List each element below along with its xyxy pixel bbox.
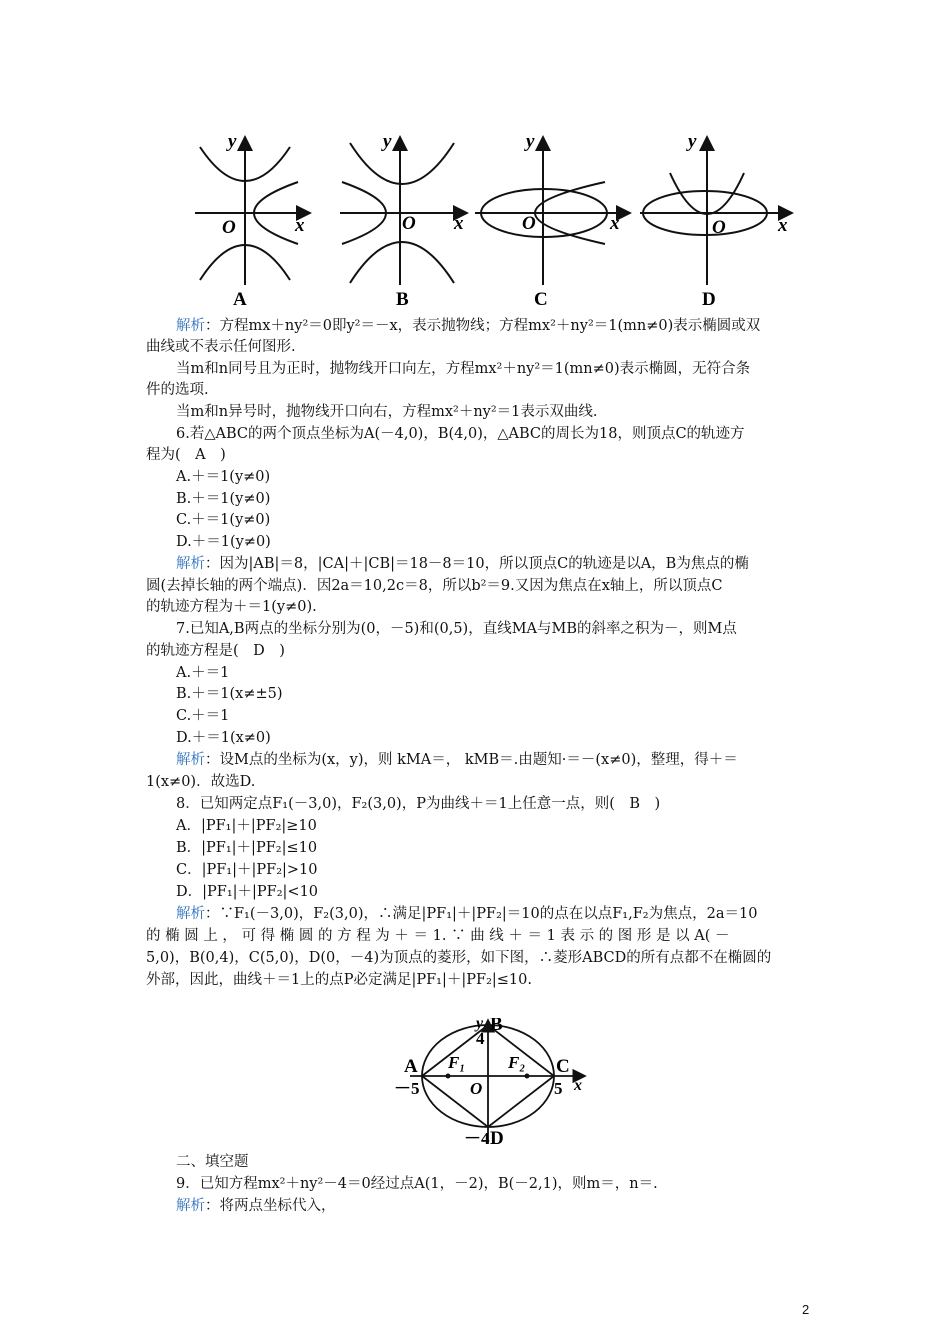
analysis-label: 解析 [176, 318, 205, 334]
fig2-focus-1-point [446, 1074, 451, 1079]
question-6-cont: 程为( A ) [146, 447, 226, 463]
question-9: 9．已知方程mx²＋ny²－4＝0经过点A(1，－2)，B(－2,1)，则m＝，n＝. [176, 1176, 658, 1192]
panel-b-origin-label: O [402, 213, 416, 234]
panel-b [340, 137, 467, 285]
fig2-label-y: y [476, 1018, 484, 1032]
panel-c [475, 137, 630, 285]
panel-a-label: A [233, 289, 247, 310]
question-7-cont: 的轨迹方程是( D ) [146, 643, 285, 659]
panel-a-y-label: y [228, 131, 237, 152]
line-text: ：因为|AB|＝8，|CA|＋|CB|＝18－8＝10，所以顶点C的轨迹是以A，B为焦点的椭 [205, 556, 749, 572]
q9-analysis [176, 1196, 336, 1216]
fig2-label-f1: F₁ [448, 1053, 466, 1072]
fig2-label-x: x [574, 1077, 582, 1094]
question-7: 7.已知A,B两点的坐标分别为(0，－5)和(0,5)，直线MA与MB的斜率之积为－，则M点 [176, 621, 737, 637]
text-line-1 [176, 316, 760, 336]
q6-option-b: B.＋＝1(y≠0) [176, 491, 271, 507]
panel-a-x-label: x [295, 215, 305, 236]
panel-b-hyperbola-lower [350, 242, 454, 283]
section-fill-in: 二、填空题 [176, 1154, 249, 1170]
panel-b-label: B [396, 289, 409, 310]
q8-option-d: D．|PF₁|＋|PF₂|<10 [176, 884, 319, 900]
fig2-tick-bottom: －4 [464, 1129, 490, 1148]
line-text: ：将两点坐标代入， [205, 1198, 336, 1214]
q6-analysis-cont-2: 的轨迹方程为＋＝1(y≠0). [146, 599, 317, 615]
q6-option-a: A.＋＝1(y≠0) [176, 469, 271, 485]
panel-a [195, 137, 310, 285]
q8-analysis-cont-1: 的 椭 圆 上 ， 可 得 椭 圆 的 方 程 为 ＋ ＝ 1. ∵ 曲 线 ＋ ＝ 1 表 示 的 图 形 是 以 A( － [146, 928, 730, 944]
text-line-4: 件的选项. [146, 382, 209, 398]
fig2-label-b: B [490, 1018, 503, 1035]
q6-analysis [176, 554, 749, 574]
panel-d-label: D [702, 289, 716, 310]
panel-c-origin-label: O [522, 213, 536, 234]
q8-analysis-cont-2: 5,0)，B(0,4)，C(5,0)，D(0，－4)为顶点的菱形，如下图，∴菱形ABCD的所有点都不在椭圆的 [146, 950, 772, 966]
panel-d-x-label: x [778, 215, 788, 236]
line-text: ：∵F₁(－3,0)，F₂(3,0)，∴满足|PF₁|＋|PF₂|＝10的点在以点F₁,F₂为焦点，2a＝10 [205, 906, 758, 922]
q7-option-c: C.＋＝1 [176, 708, 230, 724]
analysis-label: 解析 [176, 1198, 205, 1214]
panel-c-label: C [534, 289, 548, 310]
panel-b-hyperbola-upper [350, 143, 454, 184]
ellipse-rhombus-figure [390, 1018, 600, 1148]
q8-analysis [176, 904, 757, 924]
fig2-tick-top: 4 [476, 1029, 485, 1048]
line-text: ：方程mx＋ny²＝0即y²＝－x，表示抛物线；方程mx²＋ny²＝1(mn≠0)表示椭圆或双 [205, 318, 761, 334]
fig2-label-d: D [490, 1128, 504, 1148]
top-figure [170, 125, 810, 310]
q7-option-d: D.＋＝1(x≠0) [176, 730, 271, 746]
panel-d-y-label: y [688, 131, 697, 152]
question-8: 8．已知两定点F₁(－3,0)，F₂(3,0)，P为曲线＋＝1上任意一点，则( B ) [176, 796, 661, 812]
q8-option-c: C．|PF₁|＋|PF₂|>10 [176, 862, 318, 878]
analysis-label: 解析 [176, 556, 205, 572]
analysis-label: 解析 [176, 906, 205, 922]
q7-analysis-cont: 1(x≠0)．故选D. [146, 774, 256, 790]
question-6: 6.若△ABC的两个顶点坐标为A(－4,0)，B(4,0)，△ABC的周长为18，则顶点C的轨迹方 [176, 426, 745, 442]
text-line-2: 曲线或不表示任何图形. [146, 339, 296, 355]
panel-c-x-label: x [610, 213, 620, 234]
q8-option-b: B．|PF₁|＋|PF₂|≤10 [176, 840, 318, 856]
fig2-label-f2: F₂ [508, 1053, 526, 1072]
fig2-label-a: A [404, 1056, 418, 1077]
fig2-tick-right: 5 [554, 1079, 563, 1098]
fig2-label-c: C [556, 1056, 570, 1077]
q7-option-a: A.＋＝1 [176, 665, 230, 681]
panel-d [640, 137, 792, 285]
fig2-tick-left: －5 [394, 1079, 420, 1098]
q7-analysis [176, 750, 738, 770]
q6-option-d: D.＋＝1(y≠0) [176, 534, 271, 550]
q6-option-c: C.＋＝1(y≠0) [176, 512, 271, 528]
line-text: ：设M点的坐标为(x，y)，则 kMA＝， kMB＝.由题知·＝－(x≠0)，整理，得＋＝ [205, 752, 738, 768]
analysis-label: 解析 [176, 752, 205, 768]
panel-d-origin-label: O [712, 217, 726, 238]
text-line-3: 当m和n同号且为正时，抛物线开口向左，方程mx²＋ny²＝1(mn≠0)表示椭圆，无符合条 [176, 361, 751, 377]
panel-b-x-label: x [454, 213, 464, 234]
page-number: 2 [802, 1302, 810, 1317]
text-line-5: 当m和n异号时，抛物线开口向右，方程mx²＋ny²＝1表示双曲线. [176, 404, 598, 420]
fig2-label-o: O [470, 1079, 483, 1098]
panel-a-origin-label: O [222, 217, 236, 238]
q6-analysis-cont-1: 圆(去掉长轴的两个端点)．因2a＝10,2c＝8，所以b²＝9.又因为焦点在x轴上，所以顶点C [146, 578, 723, 594]
panel-b-y-label: y [383, 131, 392, 152]
fig2-focus-2-point [525, 1074, 530, 1079]
q8-analysis-cont-3: 外部，因此，曲线＋＝1上的点P必定满足|PF₁|＋|PF₂|≤10. [146, 972, 532, 988]
panel-c-y-label: y [526, 131, 535, 152]
q7-option-b: B.＋＝1(x≠±5) [176, 686, 283, 702]
q8-option-a: A．|PF₁|＋|PF₂|≥10 [176, 818, 317, 834]
